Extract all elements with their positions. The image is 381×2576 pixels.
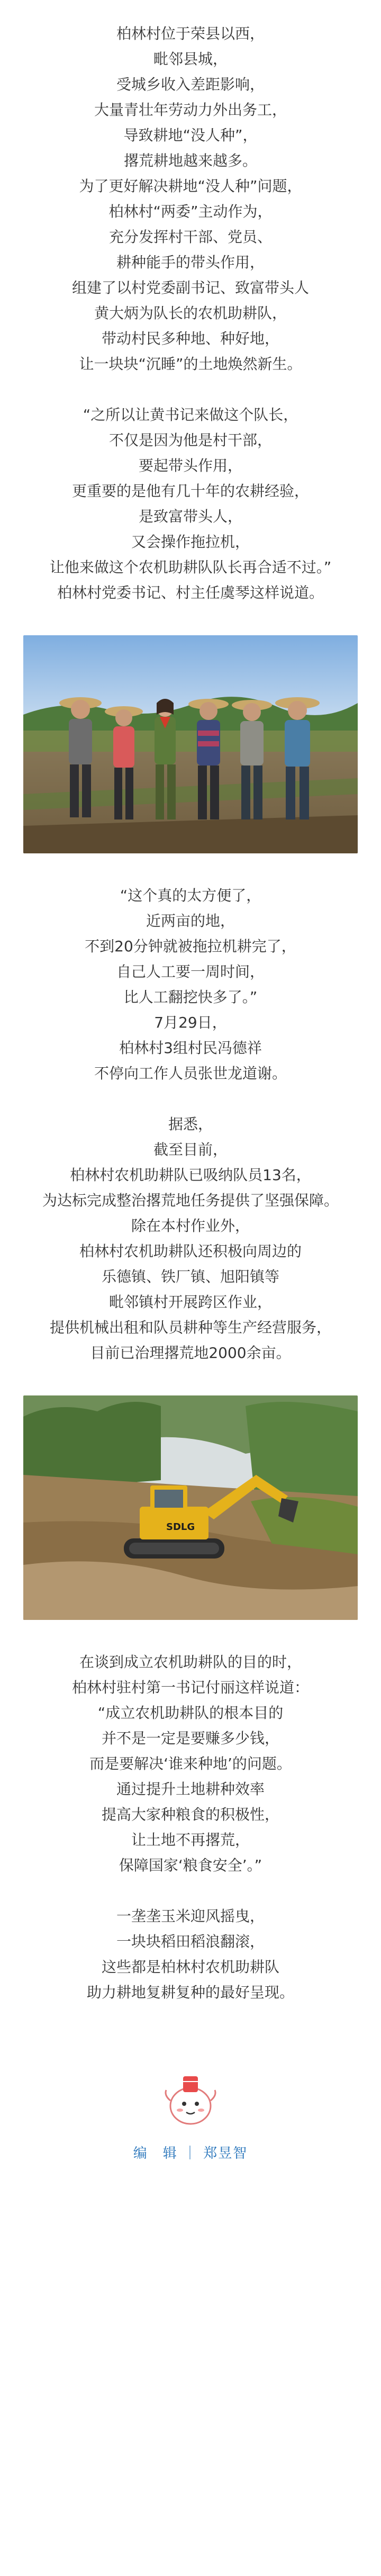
text-line: 为达标完成整治撂荒地任务提供了坚强保障。 bbox=[42, 1192, 339, 1209]
text-line: 柏林村党委书记、村主任虞琴这样说道。 bbox=[57, 584, 324, 601]
text-line: 更重要的是他有几十年的农耕经验， bbox=[71, 482, 309, 500]
text-line: 并不是一定是要赚多少钱， bbox=[101, 1730, 279, 1747]
text-line: 让土地不再撂荒， bbox=[131, 1831, 250, 1849]
paragraph-purpose bbox=[23, 1650, 358, 1878]
editor-label: 编 辑 bbox=[133, 2146, 178, 2161]
text-line: 除在本村作业外， bbox=[131, 1217, 250, 1235]
text-line: 要起带头作用， bbox=[138, 457, 242, 474]
cartoon-mascot-icon bbox=[159, 2069, 222, 2132]
paragraph-quote-secretary bbox=[23, 402, 358, 606]
text-line: 助力耕地复耕复种的最好呈现。 bbox=[86, 1984, 294, 2001]
text-line: 不到20分钟就被拖拉机耕完了， bbox=[85, 938, 296, 955]
text-line: 让一块块“沉睡”的土地焕然新生。 bbox=[79, 355, 302, 373]
text-line: 大量青壮年劳动力外出务工， bbox=[94, 101, 287, 119]
text-line: 目前已治理撂荒地2000余亩。 bbox=[90, 1344, 291, 1362]
paragraph-villager-quote bbox=[23, 883, 358, 1086]
text-line: 近两亩的地， bbox=[146, 912, 235, 930]
text-line: 是致富带头人， bbox=[138, 508, 242, 525]
text-line: “之所以让黄书记来做这个队长， bbox=[83, 406, 298, 424]
text-line: 耕种能手的带头作用， bbox=[116, 254, 265, 271]
text-line: 比人工翻挖快多了。” bbox=[123, 988, 258, 1006]
text-line: 这些都是柏林村农机助耕队 bbox=[101, 1958, 279, 1976]
text-line: 7月29日， bbox=[154, 1014, 227, 1031]
editor-credit bbox=[23, 2143, 358, 2164]
text-line: 自己人工要一周时间， bbox=[116, 963, 265, 980]
text-line: 黄大炳为队长的农机助耕队， bbox=[94, 304, 287, 322]
text-line: 又会操作拖拉机， bbox=[131, 533, 250, 551]
text-line: 一垄垄玉米迎风摇曳， bbox=[116, 1907, 265, 1925]
text-line: 撂荒耕地越来越多。 bbox=[123, 152, 257, 169]
text-line: “这个真的太方便了， bbox=[120, 887, 261, 904]
text-line: 柏林村位于荣县以西， bbox=[116, 25, 265, 42]
paragraph-progress bbox=[23, 1112, 358, 1366]
text-line: 柏林村3组村民冯德祥 bbox=[119, 1039, 262, 1057]
text-line: 充分发挥村干部、党员、 bbox=[108, 228, 272, 246]
text-line: 受城乡收入差距影响， bbox=[116, 76, 265, 93]
text-line: 乐德镇、铁厂镇、旭阳镇等 bbox=[101, 1268, 279, 1285]
text-line: 不仅是因为他是村干部， bbox=[108, 431, 272, 449]
text-line: 毗邻镇村开展跨区作业， bbox=[108, 1293, 272, 1311]
text-line: 一块块稻田稻浪翻滚， bbox=[116, 1933, 265, 1950]
text-line: 组建了以村党委副书记、致富带头人 bbox=[71, 279, 309, 296]
text-line: 柏林村农机助耕队已吸纳队员13名， bbox=[70, 1166, 311, 1184]
text-line: 柏林村“两委”主动作为， bbox=[108, 203, 273, 220]
text-line: 在谈到成立农机助耕队的目的时， bbox=[79, 1653, 302, 1671]
text-line: “成立农机助耕队的根本目的 bbox=[97, 1704, 284, 1722]
excavator-field-photo bbox=[23, 1395, 358, 1620]
text-line: 柏林村农机助耕队还积极向周边的 bbox=[79, 1242, 302, 1260]
paragraph-closing bbox=[23, 1904, 358, 2005]
text-line: 带动村民多种地、种好地， bbox=[101, 330, 279, 347]
text-line: 柏林村驻村第一书记付丽这样说道： bbox=[71, 1679, 309, 1696]
text-line: 通过提升土地耕种效率 bbox=[116, 1780, 265, 1798]
paragraph-intro bbox=[23, 21, 358, 377]
text-line: 毗邻县城， bbox=[153, 50, 228, 68]
text-line: 为了更好解决耕地“没人种”问题， bbox=[79, 177, 302, 195]
text-line: 导致耕地“没人种”， bbox=[123, 127, 258, 144]
text-line: 截至目前， bbox=[153, 1141, 228, 1158]
text-line: 据悉， bbox=[168, 1115, 213, 1133]
text-line: 让他来做这个农机助耕队队长再合适不过。” bbox=[49, 559, 332, 576]
editor-separator: ｜ bbox=[183, 2146, 198, 2161]
text-line: 提供机械出租和队员耕种等生产经营服务， bbox=[49, 1319, 331, 1336]
text-line: 提高大家种粮食的积极性， bbox=[101, 1806, 279, 1823]
excavator-brand-label: SDLG bbox=[166, 1521, 195, 1533]
text-line: 不停向工作人员张世龙道谢。 bbox=[94, 1065, 287, 1082]
villagers-group-photo bbox=[23, 635, 358, 853]
editor-name: 郑昱智 bbox=[203, 2146, 248, 2161]
text-line: 而是要解决‘谁来种地’的问题。 bbox=[89, 1755, 292, 1772]
text-line: 保障国家‘粮食安全’。” bbox=[119, 1857, 262, 1874]
